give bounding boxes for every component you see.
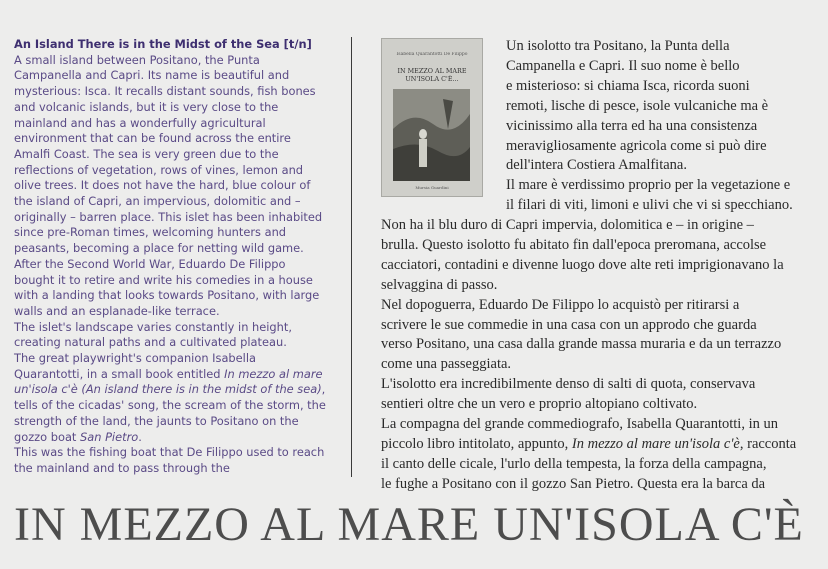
- it-line: La compagna del grande commediografo, Isabella Quarantotti, in un: [381, 416, 778, 433]
- it-line-end: , racconta: [739, 435, 797, 452]
- it-line: cacciatori, contadini e divenne luogo dove alte reti imprigionavano la: [381, 256, 784, 273]
- book-publisher: Mursia Guardini: [415, 185, 449, 190]
- it-line: remoti, lische di pesce, isole vulcaniche ma è: [506, 97, 769, 114]
- it-line: Il mare è verdissimo proprio per la vegetazione e: [506, 177, 791, 194]
- it-line-with-book-title: [381, 435, 807, 455]
- it-line: Nel dopoguerra, Eduardo De Filippo lo acquistò per ritirarsi a: [381, 296, 740, 313]
- it-line: come una passeggiata.: [381, 356, 512, 373]
- p4-start: The great playwright's companion Isabella Quarantotti, in a small book entitled: [14, 351, 256, 381]
- it-line: Non ha il blu duro di Capri impervia, dolomitica e – in origine –: [381, 217, 754, 233]
- english-paragraph-3: The islet's landscape varies constantly in height, creating natural paths and a cultivated plateau.: [14, 319, 292, 350]
- it-line: le fughe a Positano con il gozzo San Pietro. Questa era la barca da: [381, 475, 766, 492]
- book-author: Isabella Quarantotti De Filippo: [396, 52, 468, 57]
- it-line: il filari di viti, limoni e ulivi che vi si specchiano.: [506, 197, 793, 214]
- it-line: e misterioso: si chiama Isca, ricorda suoni: [506, 77, 750, 94]
- it-line: dell'intera Costiera Amalfitana.: [506, 157, 687, 174]
- it-line: L'isolotto era incredibilmente denso di salti di quota, conservava: [381, 376, 756, 393]
- it-line-start: piccolo libro intitolato, appunto,: [381, 435, 572, 452]
- it-line: Campanella e Capri. Il suo nome è bello: [506, 57, 740, 74]
- book-title-line-2: UN'ISOLA C'È...: [405, 75, 459, 83]
- english-translation-column: [14, 37, 326, 477]
- it-line: sentieri oltre che un vero e proprio altopiano coltivato.: [381, 396, 698, 413]
- it-line: brulla. Questo isolotto fu abitato fin dall'epoca preromana, accolse: [381, 236, 767, 253]
- it-line: Un isolotto tra Positano, la Punta della: [506, 38, 730, 54]
- italian-top-block: [506, 37, 806, 216]
- p4-end: .: [138, 429, 142, 444]
- english-paragraph-1: A small island between Positano, the Punta Campanella and Capri. Its name is beautiful and mysterious: Isca. It recalls distant sounds, fish bones and volcanic islands, but it is very close to the mainland and has a wonderfully agricultural environment that can be found across the entire Amalfi Coast. The sea is very green due to the reflections of vegetation, rows of vines, lemon and olive trees. It does not have the hard, blue colour of the island of Capri, an impervious, dolomitic and – originally – barren place. This islet has been inhabited since pre-Roman times, welcoming hunters and peasants, becoming a place for netting wild game.: [14, 52, 323, 256]
- it-line: selvaggina di passo.: [381, 276, 498, 293]
- it-line: verso Positano, una casa dalla grande massa muraria e da un terrazzo: [381, 336, 782, 353]
- italian-bottom-block: [381, 216, 807, 495]
- column-divider: [351, 37, 352, 477]
- it-line: scrivere le sue commedie in una casa con un approdo che guarda: [381, 316, 757, 333]
- book-title: [386, 67, 478, 83]
- p4-boat-name: San Pietro: [80, 429, 139, 444]
- english-paragraph-4: [14, 351, 326, 445]
- p4-mid: , tells of the cicadas' song, the scream of the storm, the strength of the land, the jaunts to Positano on the gozzo boat: [14, 382, 326, 444]
- book-title-line-1: IN MEZZO AL MARE: [397, 67, 467, 75]
- it-line: il canto delle cicale, l'urlo della tempesta, la forza della campagna,: [381, 455, 767, 472]
- book-cover-photo: [393, 89, 470, 181]
- it-book-title: In mezzo al mare un'isola c'è: [571, 435, 740, 452]
- english-paragraph-5: This was the fishing boat that De Filippo used to reach the mainland and to pass through the: [14, 445, 325, 475]
- p4-book-title: In mezzo al mare un'isola c'è (An island there is in the midst of the sea): [14, 366, 323, 397]
- page-headline: IN MEZZO AL MARE UN'ISOLA C'È: [14, 498, 804, 551]
- book-cover-image: [381, 38, 483, 197]
- english-title: An Island There is in the Midst of the Sea [t/n]: [14, 37, 312, 51]
- cover-photo-graphic: [393, 89, 470, 181]
- it-line: meravigliosamente agricola come si può dire: [506, 137, 767, 154]
- english-paragraph-2: After the Second World War, Eduardo De Filippo bought it to retire and write his comedies in a house with a landing that looks towards Positano, with large walls and an esplanade-like terrace.: [14, 256, 320, 318]
- it-line: vicinissimo alla terra ed ha una consistenza: [506, 117, 758, 134]
